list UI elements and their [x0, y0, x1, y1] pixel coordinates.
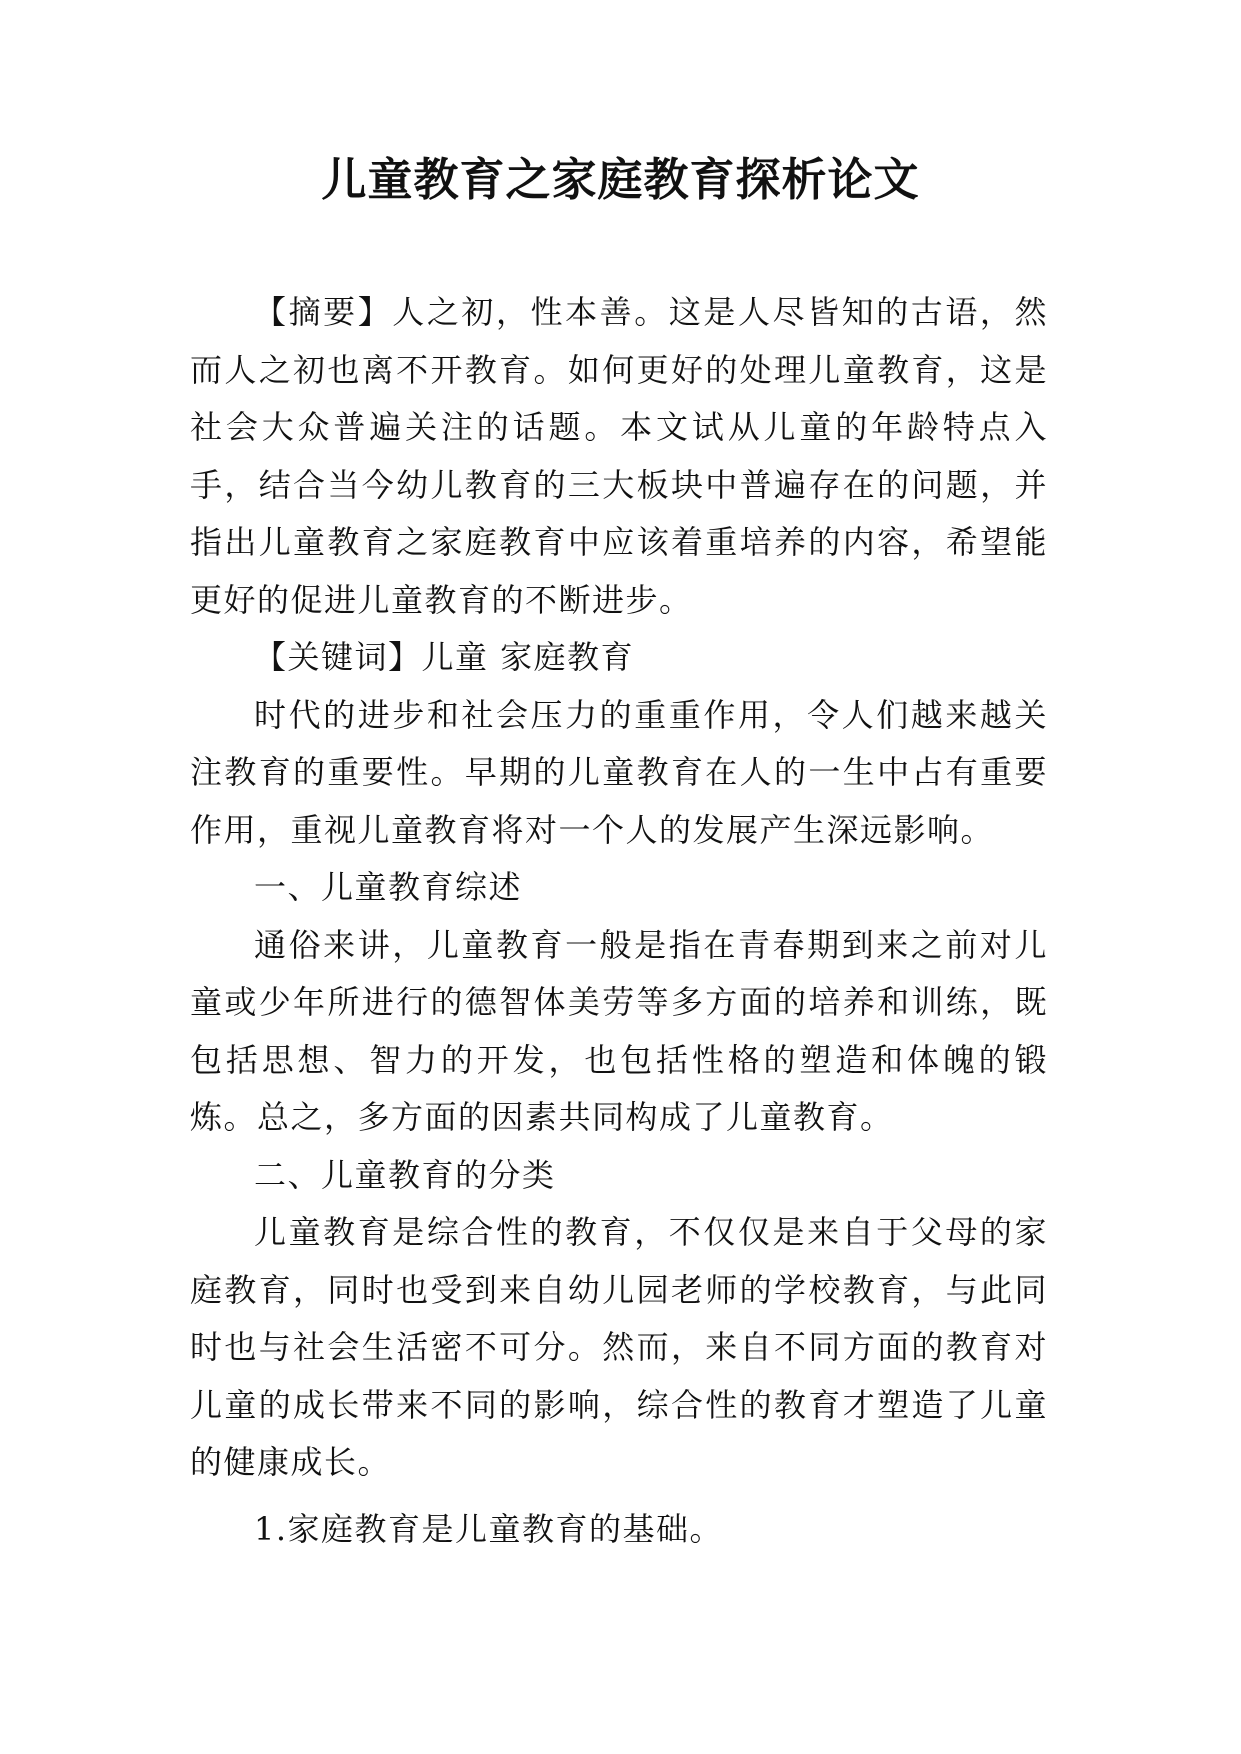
body-paragraph: 时代的进步和社会压力的重重作用，令人们越来越关注教育的重要性。早期的儿童教育在人的一生中占有重要作用，重视儿童教育将对一个人的发展产生深远影响。	[190, 695, 1048, 849]
body-paragraph: 儿童教育是综合性的教育，不仅仅是来自于父母的家庭教育，同时也受到来自幼儿园老师的学校教育，与此同时也与社会生活密不可分。然而，来自不同方面的教育对儿童的成长带来不同的影响，综合性的教育才塑造了儿童的健康成长。	[190, 1213, 1048, 1481]
abstract-paragraph: 【摘要】人之初，性本善。这是人尽皆知的古语，然而人之初也离不开教育。如何更好的处理儿童教育，这是社会大众普遍关注的话题。本文试从儿童的年龄特点入手，结合当今幼儿教育的三大板块中普遍存在的问题，并指出儿童教育之家庭教育中应该着重培养的内容，希望能更好的促进儿童教育的不断进步。	[190, 293, 1048, 619]
keywords-paragraph: 【关键词】儿童 家庭教育	[254, 638, 635, 676]
document-title: 儿童教育之家庭教育探析论文	[321, 153, 920, 206]
document-body	[190, 284, 1048, 1558]
section-heading: 一、儿童教育综述	[254, 868, 523, 906]
section-heading: 二、儿童教育的分类	[254, 1155, 556, 1194]
body-paragraph: 通俗来讲，儿童教育一般是指在青春期到来之前对儿童或少年所进行的德智体美劳等多方面的培养和训练，既包括思想、智力的开发，也包括性格的塑造和体魄的锻炼。总之，多方面的因素共同构成了儿童教育。	[190, 925, 1048, 1136]
subsection-heading: 1.家庭教育是儿童教育的基础。	[254, 1509, 724, 1548]
